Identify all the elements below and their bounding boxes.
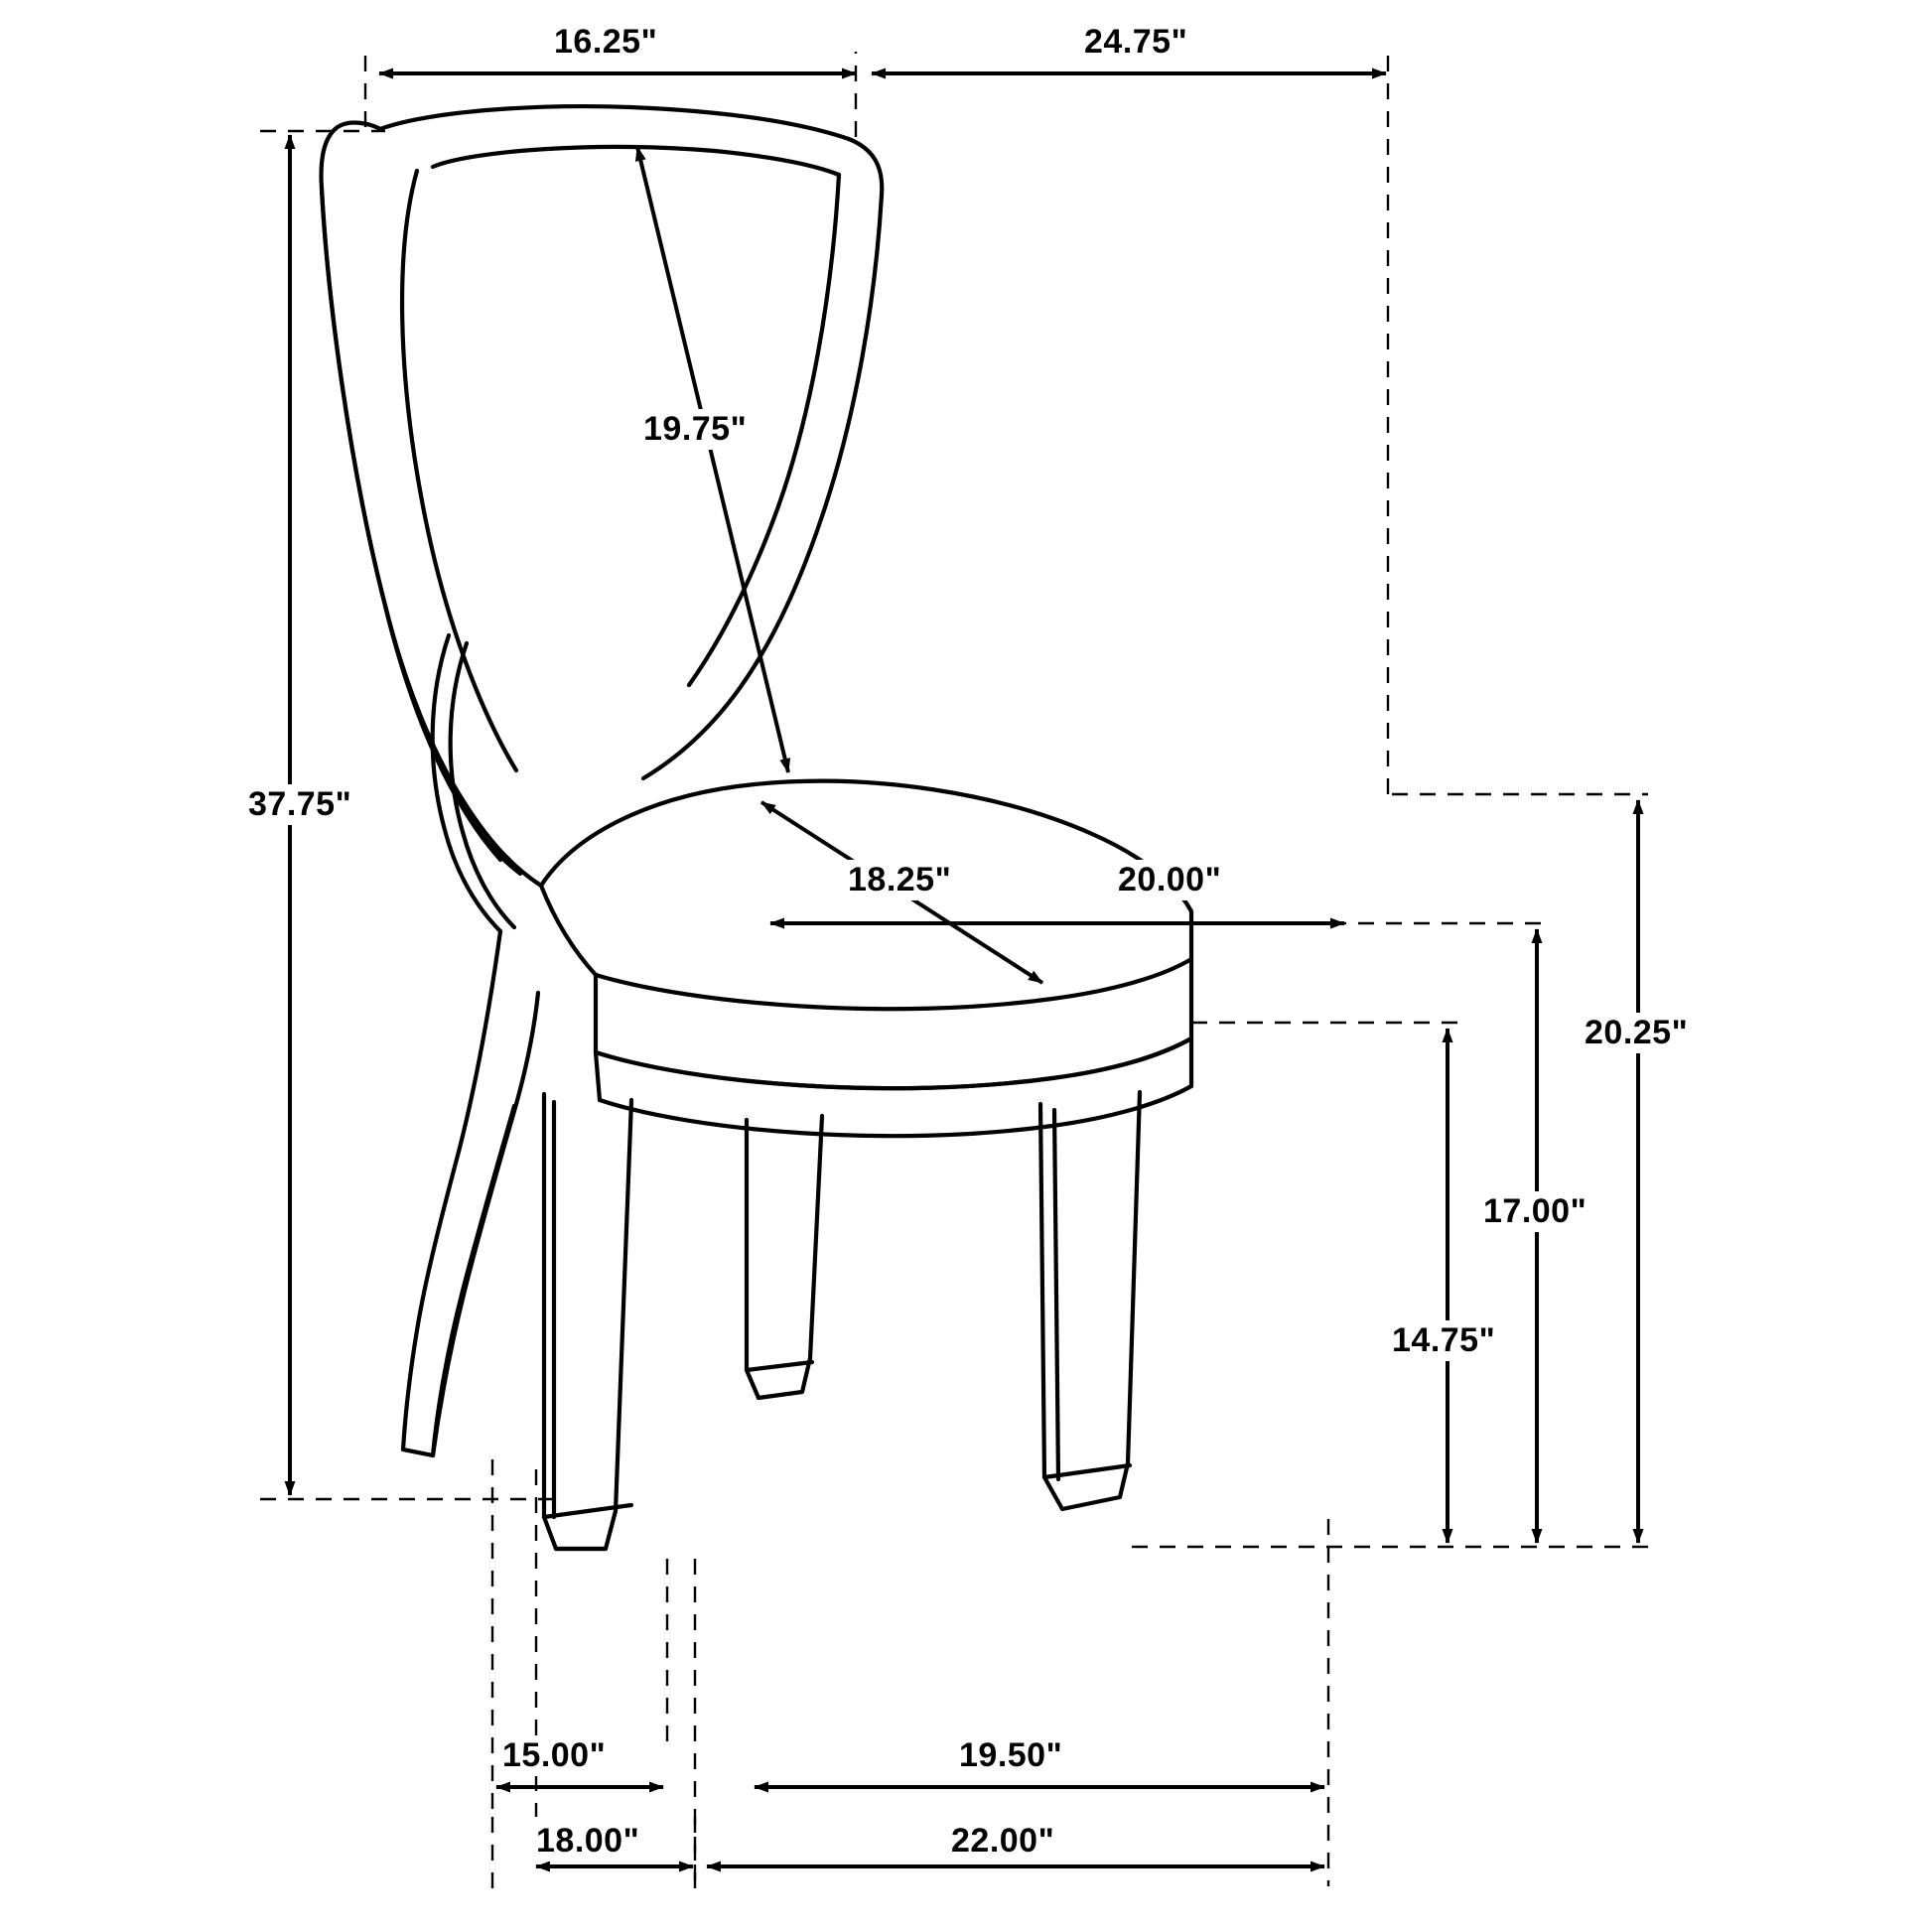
dimension-lines xyxy=(290,73,1638,1866)
dimension-label-base-width: 22.00" xyxy=(945,1821,1060,1862)
dimension-label-apron-height: 14.75" xyxy=(1386,1320,1501,1361)
dimension-label-back-height: 19.75" xyxy=(637,409,753,450)
dimension-label-seat-depth: 20.00" xyxy=(1112,860,1227,900)
dimension-label-top-back-width: 16.25" xyxy=(548,22,663,63)
dimension-label-overall-height: 37.75" xyxy=(242,784,357,825)
extension-lines xyxy=(260,52,1648,1896)
dimension-label-base-depth-left: 18.00" xyxy=(530,1821,645,1862)
dimension-label-front-leg-spread: 15.00" xyxy=(496,1735,612,1776)
dimension-label-side-depth: 19.50" xyxy=(953,1735,1068,1776)
dimension-label-top-depth: 24.75" xyxy=(1078,22,1193,63)
dimension-label-arm-height: 20.25" xyxy=(1579,1013,1694,1053)
chair-outline xyxy=(322,106,1191,1549)
dimension-label-seat-height: 17.00" xyxy=(1477,1191,1592,1232)
dimension-label-seat-width: 18.25" xyxy=(842,860,957,900)
